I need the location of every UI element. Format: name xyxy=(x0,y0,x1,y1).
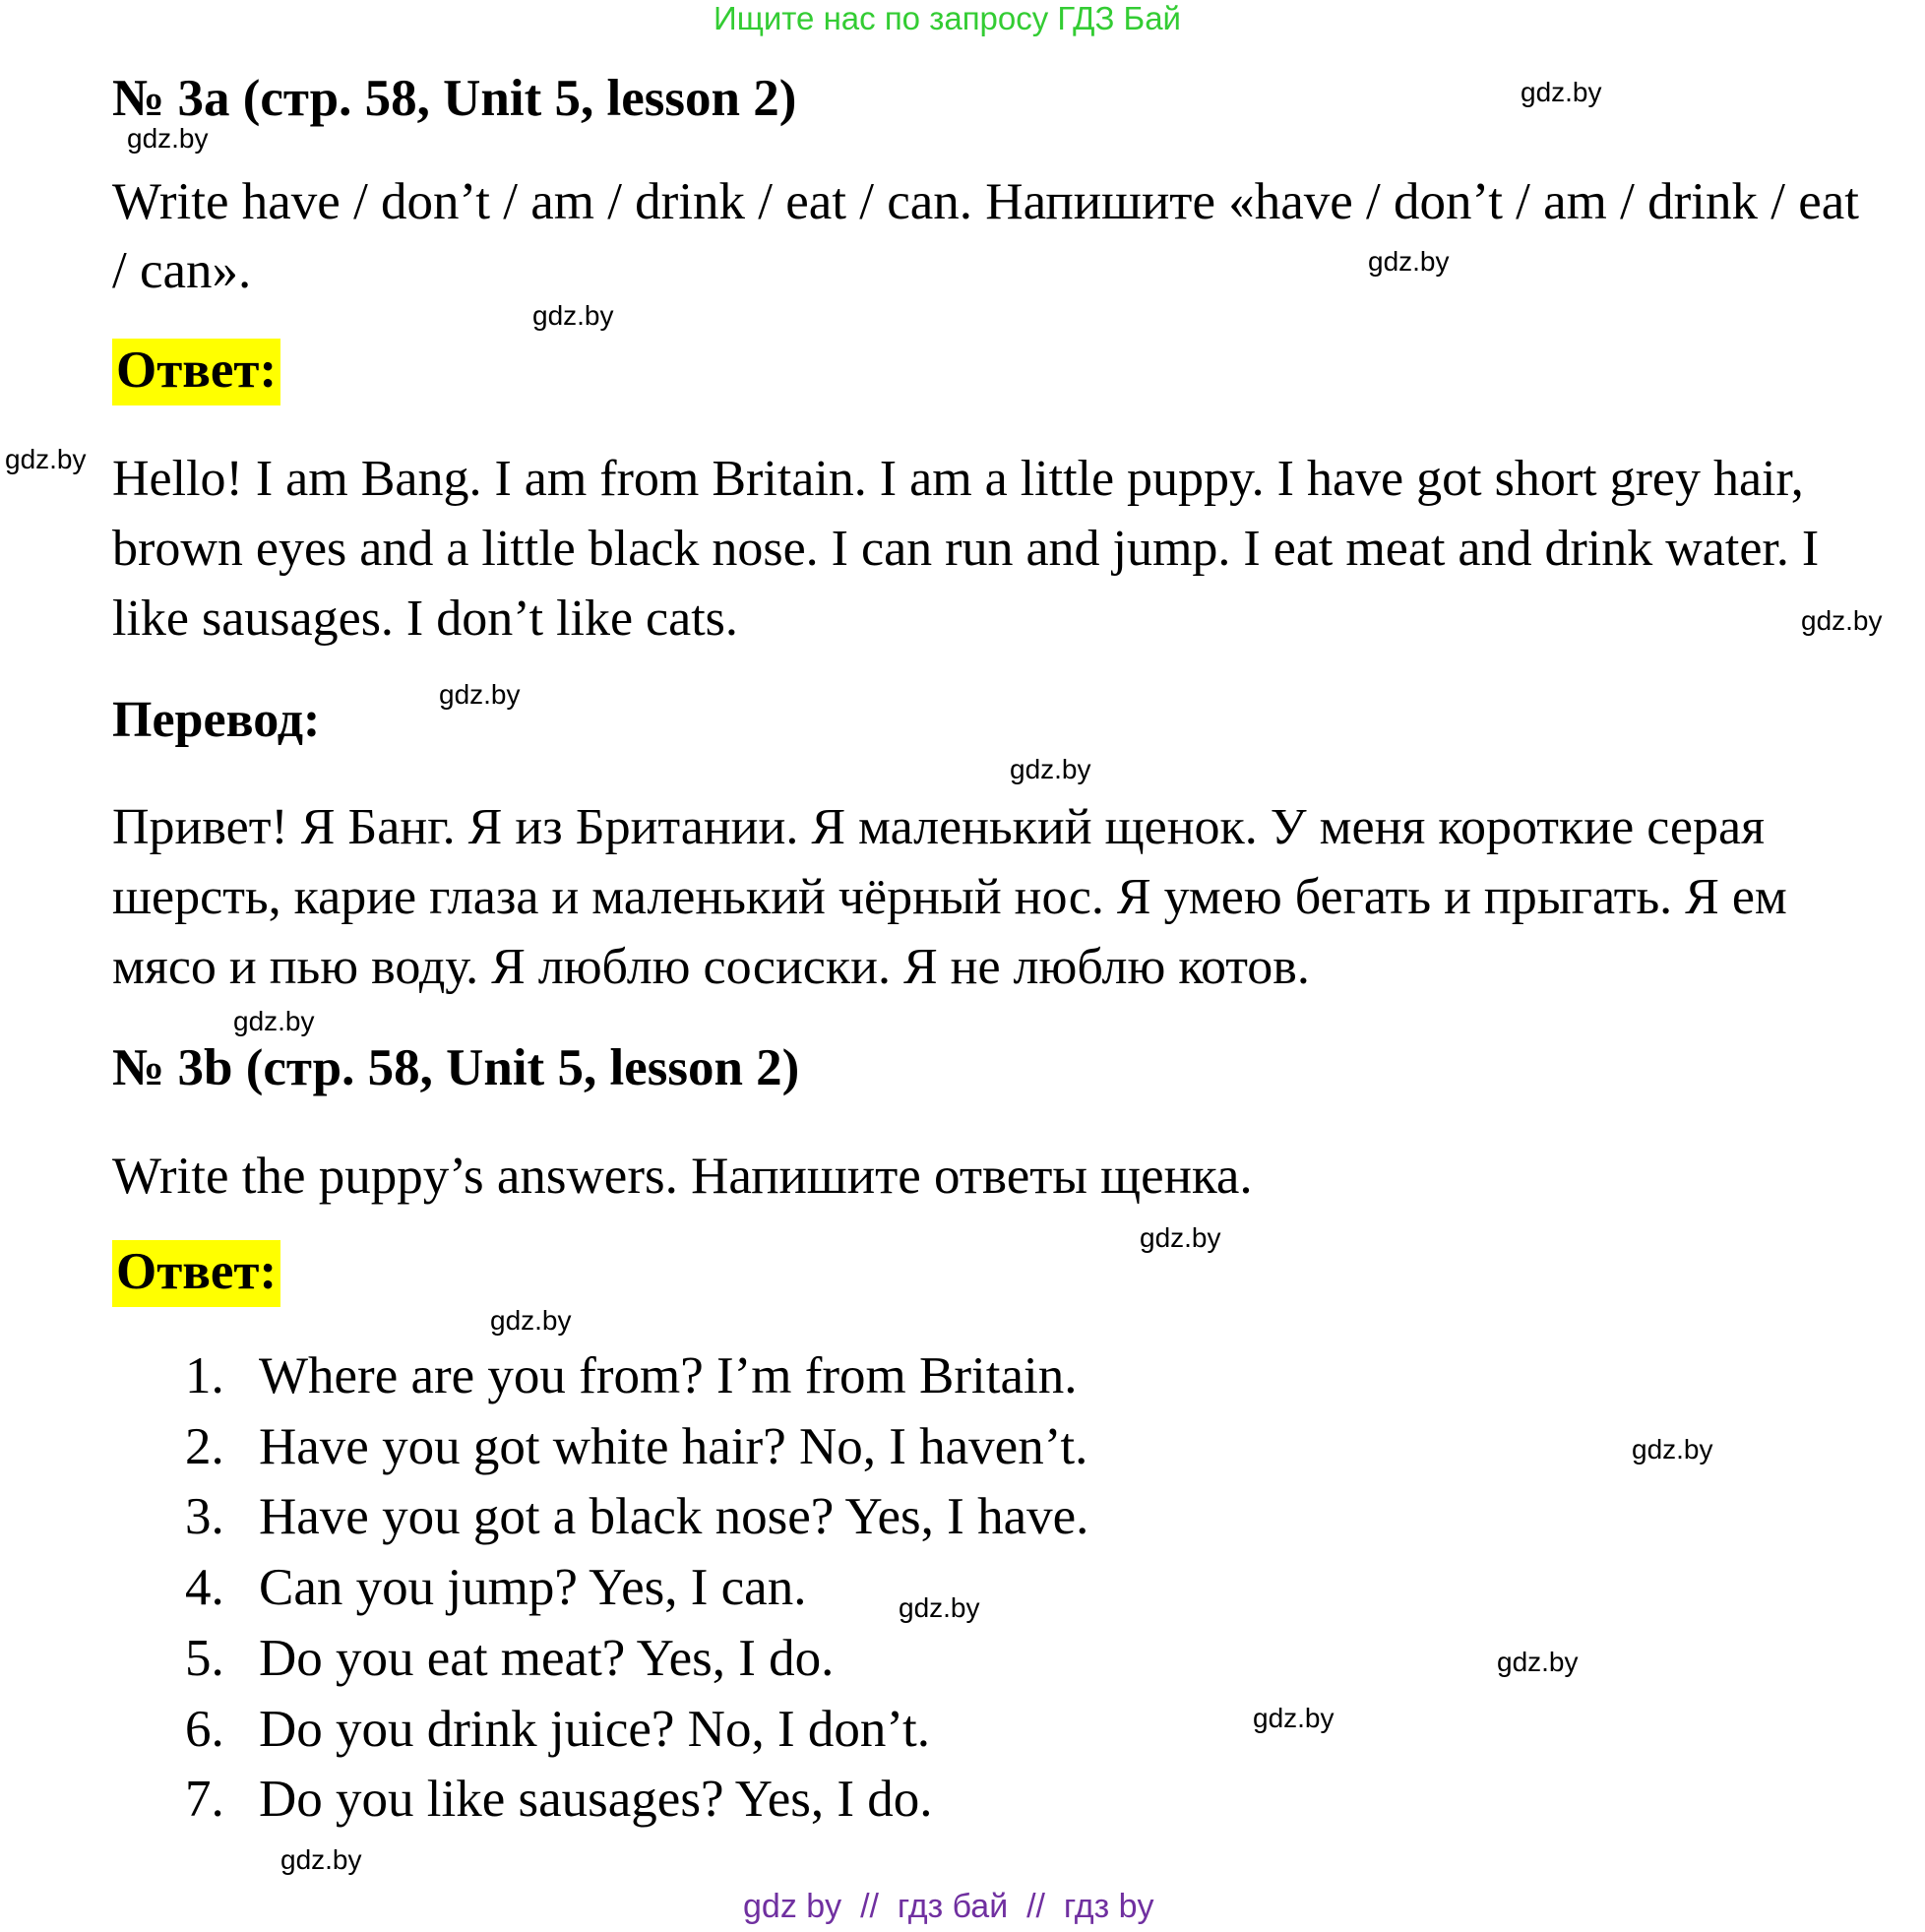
watermark: gdz.by xyxy=(1368,246,1450,277)
list-item xyxy=(185,1417,1087,1476)
task-3b-title: № 3b (стр. 58, Unit 5, lesson 2) xyxy=(112,1039,800,1096)
watermark: gdz.by xyxy=(1140,1222,1221,1253)
watermark: gdz.by xyxy=(1497,1647,1579,1677)
list-number: 4. xyxy=(185,1559,224,1616)
list-item-text: Have you got a black nose? Yes, I have. xyxy=(259,1488,1089,1545)
watermark: gdz.by xyxy=(1521,77,1602,107)
watermark: gdz.by xyxy=(1010,754,1091,784)
task-3b-answer-label: Ответ: xyxy=(112,1240,280,1307)
watermark: gdz.by xyxy=(1801,605,1883,636)
search-banner: Ищите нас по запросу ГДЗ Бай xyxy=(714,0,1181,36)
list-number: 6. xyxy=(185,1701,224,1758)
watermark: gdz.by xyxy=(280,1844,362,1875)
task-3a-answer-label: Ответ: xyxy=(112,339,280,405)
watermark: gdz.by xyxy=(899,1592,980,1623)
list-number: 5. xyxy=(185,1630,224,1687)
task-3a-title: № 3a (стр. 58, Unit 5, lesson 2) xyxy=(112,70,797,127)
task-3a-answer-text: Hello! I am Bang. I am from Britain. I am a little puppy. I have got short grey hair, brown eyes and a little black nose. I can run and jump. I eat meat and drink water. I like sausages. I don’t like cats. xyxy=(112,451,1820,647)
list-item-text: Can you jump? Yes, I can. xyxy=(259,1559,807,1616)
watermark: gdz.by xyxy=(5,444,87,474)
task-3b-instruction: Write the puppy’s answers. Напишите ответы щенка. xyxy=(112,1148,1253,1205)
list-item xyxy=(185,1346,1077,1405)
list-item-text: Do you like sausages? Yes, I do. xyxy=(259,1771,933,1828)
watermark: gdz.by xyxy=(490,1305,572,1336)
list-item xyxy=(185,1487,1088,1546)
list-item xyxy=(185,1558,806,1617)
list-number: 1. xyxy=(185,1347,224,1404)
watermark: gdz.by xyxy=(439,679,521,710)
watermark: gdz.by xyxy=(532,300,614,331)
task-3a-translation-label: Перевод: xyxy=(112,692,321,748)
list-number: 2. xyxy=(185,1418,224,1475)
watermark: gdz.by xyxy=(127,123,209,154)
list-item xyxy=(185,1770,933,1829)
list-number: 7. xyxy=(185,1771,224,1828)
list-item-text: Do you drink juice? No, I don’t. xyxy=(259,1701,931,1758)
task-3a-translation-text: Привет! Я Банг. Я из Британии. Я маленький щенок. У меня короткие серая шерсть, карие глаза и маленький чёрный нос. Я умею бегать и прыгать. Я ем мясо и пью воду. Я люблю сосиски. Я не люблю котов. xyxy=(112,799,1787,995)
task-3a-instruction: Write have / don’t / am / drink / eat / can. Напишите «have / don’t / am / drink / eat / can». xyxy=(112,173,1860,299)
list-item xyxy=(185,1700,930,1759)
list-item xyxy=(185,1629,834,1688)
list-item-text: Have you got white hair? No, I haven’t. xyxy=(259,1418,1088,1475)
list-item-text: Do you eat meat? Yes, I do. xyxy=(259,1630,835,1687)
list-number: 3. xyxy=(185,1488,224,1545)
watermark: gdz.by xyxy=(1253,1703,1335,1733)
watermark: gdz.by xyxy=(233,1006,315,1036)
footer-links: gdz by // гдз бай // гдз by xyxy=(743,1888,1154,1925)
watermark: gdz.by xyxy=(1632,1434,1713,1465)
list-item-text: Where are you from? I’m from Britain. xyxy=(259,1347,1078,1404)
